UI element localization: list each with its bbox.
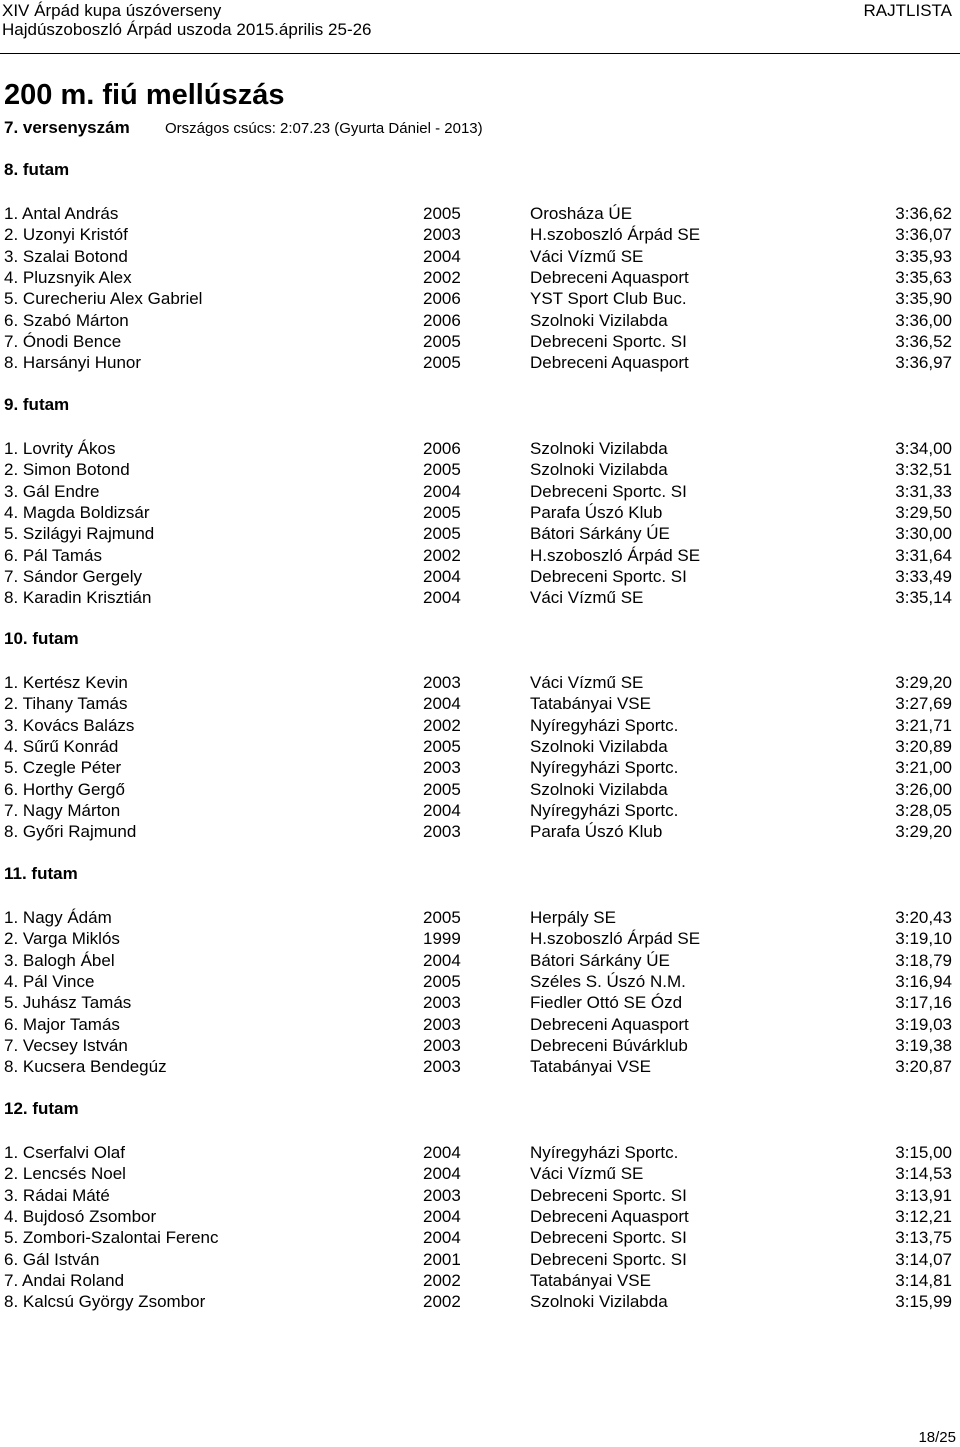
table-row [0, 224, 960, 245]
entry-time: 3:29,50 [895, 502, 952, 522]
table-row [0, 928, 960, 949]
swimmer-name [4, 1227, 219, 1248]
swimmer-name-text: Zombori-Szalontai Ferenc [22, 1228, 219, 1248]
lane-number: 7. [4, 1035, 19, 1055]
swimmer-name [4, 246, 128, 267]
club-name: Tatabányai VSE [530, 1057, 651, 1077]
entry-time: 3:34,00 [895, 439, 952, 458]
birth-year: 2003 [423, 1185, 461, 1205]
birth-year: 2004 [423, 694, 461, 714]
birth-year: 2003 [423, 822, 461, 842]
entry-time: 3:29,20 [895, 673, 952, 692]
swimmer-name [4, 288, 202, 309]
swimmer-name [4, 1014, 120, 1035]
club-name: Nyíregyházi Sportc. [530, 1143, 679, 1162]
swimmer-name-text: Andai Roland [21, 1270, 125, 1290]
swimmer-name-text: Horthy Gergő [22, 779, 125, 799]
birth-year: 2004 [423, 1164, 461, 1184]
lane-number: 7. [4, 1270, 19, 1290]
club-name: Váci Vízmű SE [530, 246, 644, 266]
heat-title: 12. futam [4, 1099, 79, 1118]
club-name: Bátori Sárkány ÚE [530, 950, 670, 970]
club-name: Nyíregyházi Sportc. [530, 758, 679, 778]
birth-year: 2004 [423, 950, 461, 970]
lane-number: 1. [4, 908, 19, 927]
swimmer-name [4, 203, 118, 224]
lane-number: 6. [4, 779, 19, 799]
heat-title: 9. futam [4, 395, 70, 414]
heat-title: 10. futam [4, 629, 79, 648]
entry-time: 3:36,97 [895, 353, 952, 373]
entry-time: 3:29,20 [895, 822, 952, 842]
swimmer-name [4, 907, 112, 928]
birth-year: 2003 [423, 1057, 461, 1077]
birth-year: 2005 [423, 502, 461, 522]
birth-year: 2002 [423, 267, 461, 287]
table-row [0, 757, 960, 778]
lane-number: 4. [4, 1206, 19, 1226]
swimmer-name-text: Magda Boldizsár [22, 502, 150, 522]
swimmer-name [4, 800, 120, 821]
table-row [0, 523, 960, 544]
swimmer-name-text: Juhász Tamás [22, 993, 132, 1013]
birth-year: 1999 [423, 929, 461, 949]
club-name: Szolnoki Vizilabda [530, 460, 668, 480]
lane-number: 5. [4, 758, 19, 778]
entry-time: 3:20,87 [895, 1057, 952, 1077]
birth-year: 2002 [423, 545, 461, 565]
club-name: Orosháza ÚE [530, 204, 633, 223]
entry-time: 3:21,00 [895, 758, 952, 778]
entry-time: 3:27,69 [895, 694, 952, 714]
entry-time: 3:36,62 [895, 204, 952, 223]
event-info-row [4, 117, 483, 139]
club-name: Váci Vízmű SE [530, 1164, 644, 1184]
entry-time: 3:13,91 [895, 1185, 952, 1205]
birth-year: 2003 [423, 673, 461, 692]
table-row [0, 246, 960, 267]
club-name: Debreceni Aquasport [530, 1206, 689, 1226]
club-name: Debreceni Sportc. SI [530, 331, 687, 351]
entry-time: 3:18,79 [895, 950, 952, 970]
lane-number: 3. [4, 950, 19, 970]
birth-year: 2003 [423, 1014, 461, 1034]
table-row [0, 1206, 960, 1227]
table-row [0, 1014, 960, 1035]
lane-number: 5. [4, 524, 19, 544]
birth-year: 2004 [423, 1206, 461, 1226]
swimmer-name [4, 566, 142, 587]
club-name: Debreceni Aquasport [530, 1014, 689, 1034]
club-name: Szolnoki Vizilabda [530, 736, 668, 756]
birth-year: 2006 [423, 310, 461, 330]
birth-year: 2005 [423, 353, 461, 373]
birth-year: 2004 [423, 246, 461, 266]
lane-number: 5. [4, 289, 19, 309]
swimmer-name-text: Vecsey István [22, 1035, 128, 1055]
swimmer-name [4, 736, 118, 757]
club-name: Váci Vízmű SE [530, 588, 644, 608]
lane-number: 2. [4, 929, 19, 949]
swimmer-name [4, 1163, 126, 1184]
table-row [0, 672, 960, 693]
swimmer-name-text: Balogh Ábel [22, 950, 115, 970]
swimmer-name [4, 1142, 125, 1163]
swimmer-name-text: Kovács Balázs [22, 715, 135, 735]
swimmer-name-text: Czegle Péter [22, 758, 122, 778]
birth-year: 2003 [423, 758, 461, 778]
swimmer-name [4, 352, 141, 373]
swimmer-name [4, 693, 128, 714]
swimmer-name-text: Sűrű Konrád [22, 736, 119, 756]
lane-number: 6. [4, 1014, 19, 1034]
lane-number: 7. [4, 566, 19, 586]
birth-year: 2005 [423, 779, 461, 799]
entry-time: 3:36,00 [895, 310, 952, 330]
swimmer-name [4, 502, 150, 523]
table-row [0, 545, 960, 566]
swimmer-name-text: Szalai Botond [22, 246, 128, 266]
swimmer-name [4, 310, 129, 331]
club-name: Szolnoki Vizilabda [530, 779, 668, 799]
swimmer-name [4, 587, 151, 608]
entry-time: 3:36,07 [895, 225, 952, 245]
swimmer-name [4, 1270, 124, 1291]
swimmer-name-text: Kertész Kevin [22, 673, 128, 692]
header-row-2 [0, 19, 960, 41]
swimmer-name [4, 438, 116, 459]
swimmer-name [4, 1206, 156, 1227]
table-row [0, 779, 960, 800]
swimmer-name-text: Szilágyi Rajmund [22, 524, 155, 544]
entry-time: 3:14,07 [895, 1249, 952, 1269]
lane-number: 1. [4, 1143, 19, 1162]
club-name: Debreceni Búvárklub [530, 1035, 688, 1055]
table-row [0, 1142, 960, 1163]
birth-year: 2005 [423, 736, 461, 756]
club-name: Debreceni Aquasport [530, 353, 689, 373]
table-row [0, 950, 960, 971]
entry-time: 3:20,89 [895, 736, 952, 756]
table-row [0, 352, 960, 373]
club-name: Szolnoki Vizilabda [530, 439, 668, 458]
entry-time: 3:21,71 [895, 715, 952, 735]
table-row [0, 267, 960, 288]
swimmer-name-text: Varga Miklós [22, 929, 120, 949]
swimmer-name [4, 545, 102, 566]
entry-time: 3:17,16 [895, 993, 952, 1013]
table-row [0, 566, 960, 587]
swimmer-name-text: Antal András [21, 204, 119, 223]
lane-number: 3. [4, 715, 19, 735]
table-row [0, 203, 960, 224]
club-name: H.szoboszló Árpád SE [530, 929, 701, 949]
entry-time: 3:19,03 [895, 1014, 952, 1034]
lane-number: 4. [4, 267, 19, 287]
entry-time: 3:20,43 [895, 908, 952, 927]
page-number: 18/25 [918, 1429, 956, 1446]
birth-year: 2006 [423, 289, 461, 309]
swimmer-name-text: Uzonyi Kristóf [22, 225, 128, 245]
lane-number: 5. [4, 1228, 19, 1248]
swimmer-name [4, 992, 131, 1013]
header-divider [0, 53, 960, 54]
entry-time: 3:35,63 [895, 267, 952, 287]
swimmer-name-text: Kalcsú György Zsombor [22, 1292, 206, 1312]
swimmer-name [4, 523, 154, 544]
entry-time: 3:19,38 [895, 1035, 952, 1055]
table-row [0, 438, 960, 459]
birth-year: 2004 [423, 566, 461, 586]
swimmer-name [4, 331, 121, 352]
swimmer-name-text: Nagy Ádám [22, 908, 112, 927]
table-row [0, 693, 960, 714]
table-row [0, 1249, 960, 1270]
swimmer-name [4, 757, 121, 778]
entry-time: 3:31,33 [895, 481, 952, 501]
birth-year: 2004 [423, 800, 461, 820]
event-number: 7. versenyszám [4, 118, 130, 137]
entry-time: 3:15,00 [895, 1143, 952, 1162]
swimmer-name [4, 1249, 99, 1270]
table-row [0, 1185, 960, 1206]
swimmer-name-text: Pluzsnyik Alex [22, 267, 132, 287]
entry-time: 3:28,05 [895, 800, 952, 820]
entry-time: 3:35,93 [895, 246, 952, 266]
swimmer-name-text: Curecheriu Alex Gabriel [22, 289, 203, 309]
entry-time: 3:35,90 [895, 289, 952, 309]
lane-number: 8. [4, 1292, 19, 1312]
swimmer-name-text: Cserfalvi Olaf [22, 1143, 125, 1162]
swimmer-name-text: Pál Tamás [22, 545, 102, 565]
entry-time: 3:35,14 [895, 588, 952, 608]
birth-year: 2002 [423, 715, 461, 735]
lane-number: 2. [4, 1164, 19, 1184]
swimmer-name-text: Rádai Máté [22, 1185, 110, 1205]
swimmer-name-text: Major Tamás [22, 1014, 120, 1034]
entry-time: 3:31,64 [895, 545, 952, 565]
lane-number: 4. [4, 971, 19, 991]
club-name: Debreceni Sportc. SI [530, 1249, 687, 1269]
swimmer-name-text: Pál Vince [22, 971, 95, 991]
lane-number: 5. [4, 993, 19, 1013]
club-name: Tatabányai VSE [530, 1270, 651, 1290]
club-name: Herpály SE [530, 908, 616, 927]
birth-year: 2005 [423, 971, 461, 991]
table-row [0, 1270, 960, 1291]
lane-number: 6. [4, 1249, 19, 1269]
club-name: Debreceni Sportc. SI [530, 481, 687, 501]
lane-number: 3. [4, 1185, 19, 1205]
club-name: YST Sport Club Buc. [530, 289, 687, 309]
event-title: 200 m. fiú mellúszás [4, 79, 285, 111]
entry-time: 3:30,00 [895, 524, 952, 544]
club-name: Bátori Sárkány ÚE [530, 524, 670, 544]
swimmer-name [4, 950, 115, 971]
swimmer-name [4, 1056, 167, 1077]
club-name: H.szoboszló Árpád SE [530, 545, 701, 565]
club-name: Debreceni Sportc. SI [530, 566, 687, 586]
swimmer-name-text: Gál István [22, 1249, 100, 1269]
heat-title: 8. futam [4, 160, 70, 179]
swimmer-name-text: Szabó Márton [22, 310, 129, 330]
lane-number: 8. [4, 353, 19, 373]
table-row [0, 1163, 960, 1184]
club-name: Debreceni Aquasport [530, 267, 689, 287]
table-row [0, 907, 960, 928]
lane-number: 2. [4, 225, 19, 245]
lane-number: 1. [4, 673, 19, 692]
lane-number: 4. [4, 502, 19, 522]
lane-number: 3. [4, 481, 19, 501]
club-name: Nyíregyházi Sportc. [530, 800, 679, 820]
birth-year: 2005 [423, 908, 461, 927]
club-name: Fiedler Ottó SE Ózd [530, 993, 683, 1013]
swimmer-name [4, 1185, 110, 1206]
table-row [0, 310, 960, 331]
lane-number: 2. [4, 694, 19, 714]
entry-time: 3:36,52 [895, 331, 952, 351]
entry-time: 3:13,75 [895, 1228, 952, 1248]
entry-time: 3:16,94 [895, 971, 952, 991]
birth-year: 2004 [423, 588, 461, 608]
swimmer-name-text: Győri Rajmund [22, 822, 137, 842]
table-row [0, 715, 960, 736]
club-name: Váci Vízmű SE [530, 673, 644, 692]
club-name: Parafa Úszó Klub [530, 502, 663, 522]
swimmer-name-text: Simon Botond [22, 460, 130, 480]
table-row [0, 1291, 960, 1312]
entry-time: 3:14,81 [895, 1270, 952, 1290]
birth-year: 2003 [423, 225, 461, 245]
birth-year: 2001 [423, 1249, 461, 1269]
swimmer-name [4, 971, 94, 992]
lane-number: 4. [4, 736, 19, 756]
table-row [0, 459, 960, 480]
club-name: Szolnoki Vizilabda [530, 1292, 668, 1312]
table-row [0, 971, 960, 992]
swimmer-name [4, 267, 132, 288]
swimmer-name-text: Ónodi Bence [22, 331, 122, 351]
birth-year: 2005 [423, 524, 461, 544]
heat-title: 11. futam [4, 864, 78, 883]
swimmer-name [4, 821, 136, 842]
birth-year: 2004 [423, 481, 461, 501]
table-row [0, 1056, 960, 1077]
lane-number: 6. [4, 310, 19, 330]
club-name: Széles S. Úszó N.M. [530, 971, 686, 991]
table-row [0, 1227, 960, 1248]
swimmer-name-text: Bujdosó Zsombor [22, 1206, 157, 1226]
lane-number: 7. [4, 800, 19, 820]
table-row [0, 736, 960, 757]
swimmer-name-text: Harsányi Hunor [22, 353, 142, 373]
table-row [0, 821, 960, 842]
lane-number: 2. [4, 460, 19, 480]
club-name: Debreceni Sportc. SI [530, 1228, 687, 1248]
swimmer-name-text: Kucsera Bendegúz [22, 1057, 167, 1077]
table-row [0, 587, 960, 608]
birth-year: 2004 [423, 1143, 461, 1162]
birth-year: 2005 [423, 204, 461, 223]
club-name: Nyíregyházi Sportc. [530, 715, 679, 735]
club-name: Szolnoki Vizilabda [530, 310, 668, 330]
swimmer-name-text: Gál Endre [22, 481, 100, 501]
lane-number: 6. [4, 545, 19, 565]
table-row [0, 1035, 960, 1056]
entry-time: 3:33,49 [895, 566, 952, 586]
club-name: Parafa Úszó Klub [530, 822, 663, 842]
birth-year: 2002 [423, 1270, 461, 1290]
swimmer-name [4, 928, 120, 949]
lane-number: 1. [4, 439, 19, 458]
birth-year: 2004 [423, 1228, 461, 1248]
swimmer-name [4, 779, 125, 800]
table-row [0, 502, 960, 523]
swimmer-name-text: Sándor Gergely [22, 566, 142, 586]
birth-year: 2002 [423, 1292, 461, 1312]
swimmer-name [4, 672, 128, 693]
lane-number: 8. [4, 822, 19, 842]
swimmer-name-text: Lencsés Noel [22, 1164, 126, 1184]
birth-year: 2005 [423, 460, 461, 480]
lane-number: 8. [4, 588, 19, 608]
swimmer-name [4, 715, 134, 736]
lane-number: 7. [4, 331, 19, 351]
entry-time: 3:19,10 [895, 929, 952, 949]
competition-name: XIV Árpád kupa úszóverseny [2, 1, 222, 20]
swimmer-name [4, 224, 128, 245]
swimmer-name [4, 481, 99, 502]
document-type: RAJTLISTA [863, 1, 952, 20]
birth-year: 2003 [423, 993, 461, 1013]
entry-time: 3:12,21 [895, 1206, 952, 1226]
national-record: Országos csúcs: 2:07.23 (Gyurta Dániel - 2013) [165, 120, 483, 137]
table-row [0, 481, 960, 502]
swimmer-name-text: Tihany Tamás [22, 694, 128, 714]
table-row [0, 800, 960, 821]
birth-year: 2006 [423, 439, 461, 458]
table-row [0, 288, 960, 309]
table-row [0, 992, 960, 1013]
swimmer-name [4, 1291, 205, 1312]
club-name: H.szoboszló Árpád SE [530, 225, 701, 245]
entry-time: 3:26,00 [895, 779, 952, 799]
birth-year: 2005 [423, 331, 461, 351]
swimmer-name-text: Karadin Krisztián [22, 588, 152, 608]
swimmer-name [4, 1035, 128, 1056]
venue-date: Hajdúszoboszló Árpád uszoda 2015.április 25-26 [2, 20, 372, 39]
swimmer-name-text: Nagy Márton [22, 800, 121, 820]
entry-time: 3:14,53 [895, 1164, 952, 1184]
lane-number: 3. [4, 246, 19, 266]
club-name: Debreceni Sportc. SI [530, 1185, 687, 1205]
lane-number: 1. [4, 204, 19, 223]
birth-year: 2003 [423, 1035, 461, 1055]
table-row [0, 331, 960, 352]
swimmer-name [4, 459, 130, 480]
entry-time: 3:32,51 [895, 460, 952, 480]
swimmer-name-text: Lovrity Ákos [22, 439, 116, 458]
club-name: Tatabányai VSE [530, 694, 651, 714]
lane-number: 8. [4, 1057, 19, 1077]
entry-time: 3:15,99 [895, 1292, 952, 1312]
